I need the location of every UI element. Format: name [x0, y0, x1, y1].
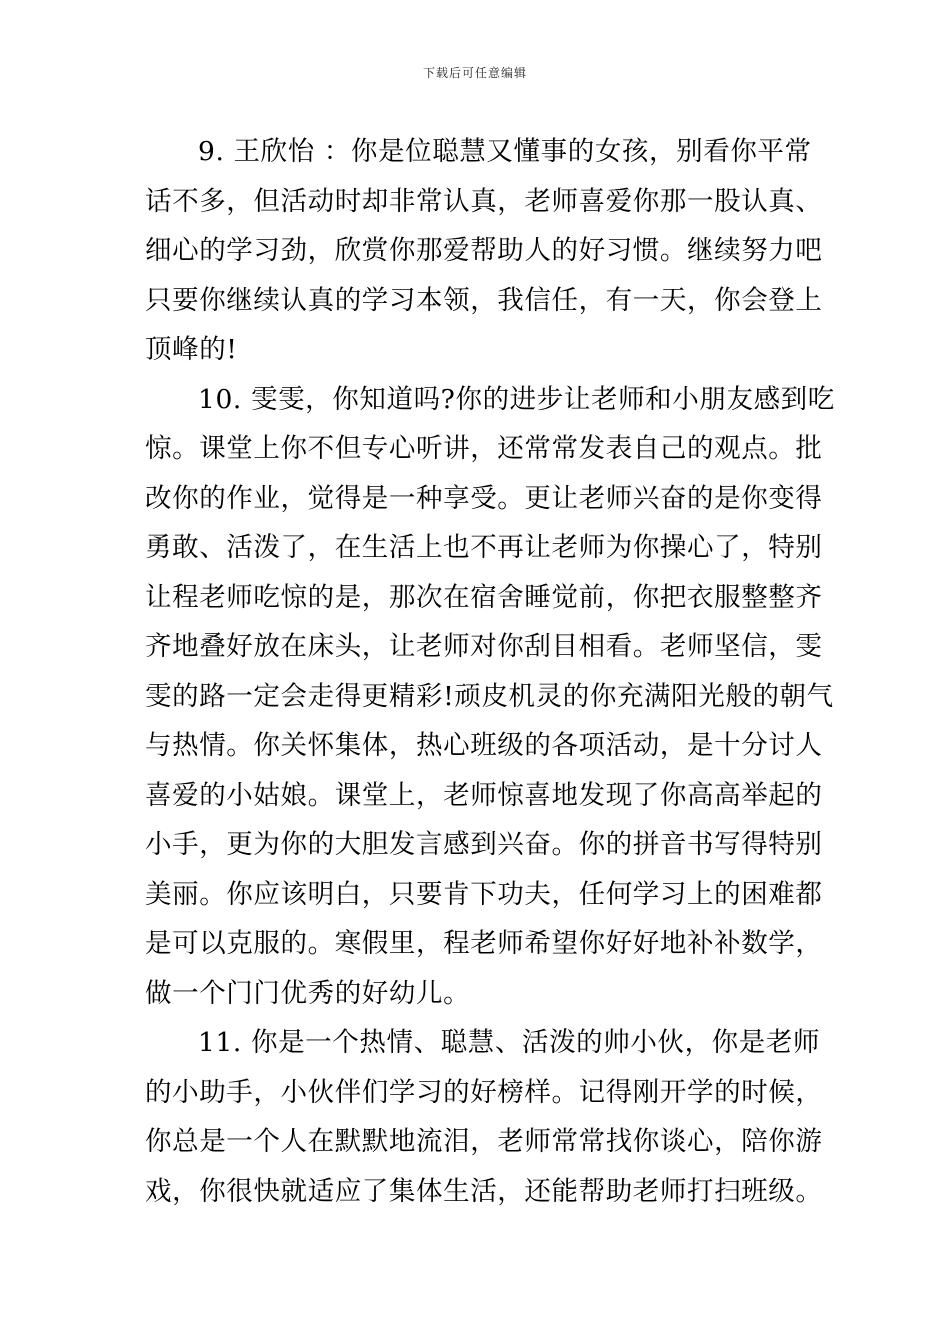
body-text	[145, 127, 835, 1216]
paragraph-10-line: 10. 雯雯，你知道吗?你的进步让老师和小朋友感到吃	[198, 383, 835, 415]
paragraph-9-line: 9. 王欣怡 ：你是位聪慧又懂事的女孩，别看你平常	[198, 136, 812, 167]
paragraph-10-line: 惊。课堂上你不但专心听讲，还常常发表自己的观点。批	[145, 433, 823, 464]
paragraph-10-line: 喜爱的小姑娘。课堂上，老师惊喜地发现了你高高举起的	[145, 779, 823, 811]
paragraph-10-line: 与热情。你关怀集体，热心班级的各项活动，是十分讨人	[145, 730, 823, 761]
paragraph-10-line: 美丽。你应该明白，只要肯下功夫，任何学习上的困难都	[145, 878, 823, 910]
paragraph-9-line: 只要你继续认真的学习本领，我信任，有一天，你会登上	[145, 284, 823, 316]
paragraph-11-line: 11. 你是一个热情、聪慧、活泼的帅小伙，你是老师	[198, 1027, 821, 1058]
paragraph-9-line: 话不多，但活动时却非常认真，老师喜爱你那一股认真、	[145, 185, 823, 217]
paragraph-10-line: 让程老师吃惊的是，那次在宿舍睡觉前，你把衣服整整齐	[145, 581, 823, 613]
paragraph-10-line: 改你的作业，觉得是一种享受。更让老师兴奋的是你变得	[145, 482, 823, 514]
paragraph-11-line: 你总是一个人在默默地流泪，老师常常找你谈心，陪你游	[145, 1126, 823, 1157]
paragraph-10-line: 小手，更为你的大胆发言感到兴奋。你的拼音书写得特别	[145, 829, 823, 860]
paragraph-10-line: 雯的路一定会走得更精彩!顽皮机灵的你充满阳光般的朝气	[145, 680, 834, 712]
paragraph-10-line: 勇敢、活泼了，在生活上也不再让老师为你操心了，特别	[145, 532, 823, 563]
paragraph-9-line: 顶峰的!	[145, 334, 238, 365]
paragraph-11-line: 戏，你很快就适应了集体生活，还能帮助老师打扫班级。	[145, 1175, 823, 1207]
header-note: 下载后可任意编辑	[422, 66, 527, 80]
paragraph-10-line: 做一个门门优秀的好幼儿。	[145, 977, 471, 1009]
paragraph-11-line: 的小助手，小伙伴们学习的好榜样。记得刚开学的时候，	[145, 1076, 823, 1108]
paragraph-10-line: 齐地叠好放在床头，让老师对你刮目相看。老师坚信，雯	[145, 631, 823, 662]
paragraph-9-line: 细心的学习劲，欣赏你那爱帮助人的好习惯。继续努力吧	[145, 235, 823, 266]
paragraph-10-line: 是可以克服的。寒假里，程老师希望你好好地补补数学，	[145, 928, 823, 959]
